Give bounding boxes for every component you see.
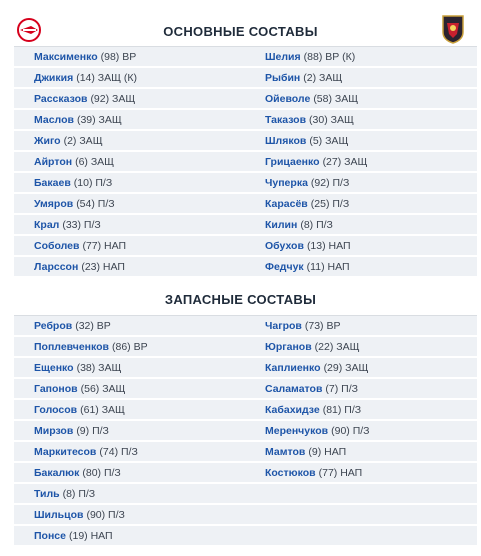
- player-row: [14, 110, 246, 131]
- player-name-link[interactable]: Бакалюк: [34, 466, 80, 479]
- player-number-position: (23) НАП: [81, 260, 125, 273]
- player-number-position: (2) ЗАЩ: [63, 134, 103, 147]
- player-name-link[interactable]: Саламатов: [265, 382, 323, 395]
- home-substitutes: [14, 315, 246, 547]
- player-row: [245, 68, 477, 89]
- player-number-position: (86) ВР: [112, 340, 148, 353]
- player-row: [245, 131, 477, 152]
- player-number-position: (30) ЗАЩ: [309, 113, 354, 126]
- player-row: [245, 316, 477, 337]
- player-name-link[interactable]: Ойеволе: [265, 92, 311, 105]
- player-row: [245, 215, 477, 236]
- player-row: [245, 89, 477, 110]
- player-number-position: (7) П/З: [325, 382, 358, 395]
- player-name-link[interactable]: Рыбин: [265, 71, 301, 84]
- player-row: [245, 442, 477, 463]
- player-number-position: (8) П/З: [62, 487, 96, 500]
- player-number-position: (56) ЗАЩ: [80, 382, 126, 395]
- player-name-link[interactable]: Крал: [34, 218, 60, 231]
- player-number-position: (27) ЗАЩ: [322, 155, 368, 168]
- player-number-position: (19) НАП: [68, 529, 113, 542]
- player-row: [14, 131, 246, 152]
- player-row: [14, 358, 246, 379]
- player-name-link[interactable]: Чагров: [265, 319, 302, 332]
- player-number-position: (9) П/З: [76, 424, 109, 437]
- player-name-link[interactable]: Максименко: [34, 50, 98, 63]
- player-number-position: (10) П/З: [73, 176, 113, 189]
- player-name-link[interactable]: Ребров: [34, 319, 73, 332]
- player-name-link[interactable]: Тиль: [34, 487, 60, 500]
- player-name-link[interactable]: Поплевченков: [34, 340, 109, 353]
- player-row: [14, 152, 246, 173]
- player-number-position: (74) П/З: [99, 445, 138, 458]
- player-number-position: (90) П/З: [86, 508, 125, 521]
- player-name-link[interactable]: Мамтов: [265, 445, 306, 458]
- player-row: [14, 379, 246, 400]
- player-row: [14, 526, 246, 547]
- player-row: [245, 337, 477, 358]
- player-name-link[interactable]: Грицаенко: [265, 155, 320, 168]
- player-row: [245, 236, 477, 257]
- player-name-link[interactable]: Шелия: [265, 50, 301, 63]
- player-number-position: (39) ЗАЩ: [76, 113, 122, 126]
- player-number-position: (29) ЗАЩ: [323, 361, 369, 374]
- player-row: [245, 421, 477, 442]
- player-row: [245, 194, 477, 215]
- player-name-link[interactable]: Ещенко: [34, 361, 74, 374]
- away-main-lineup: [245, 46, 477, 278]
- player-number-position: (98) ВР: [100, 50, 137, 63]
- home-main-lineup: [14, 46, 246, 278]
- player-number-position: (11) НАП: [306, 260, 350, 273]
- player-number-position: (13) НАП: [306, 239, 351, 252]
- player-name-link[interactable]: Карасёв: [265, 197, 308, 210]
- player-name-link[interactable]: Меренчуков: [265, 424, 329, 437]
- player-name-link[interactable]: Ларссон: [34, 260, 79, 273]
- player-row: [14, 442, 246, 463]
- player-row: [14, 505, 246, 526]
- player-row: [245, 400, 477, 421]
- player-name-link[interactable]: Умяров: [34, 197, 74, 210]
- player-row: [14, 236, 246, 257]
- player-row: [245, 257, 477, 278]
- player-number-position: (73) ВР: [304, 319, 341, 332]
- player-number-position: (22) ЗАЩ: [314, 340, 360, 353]
- player-number-position: (8) П/З: [300, 218, 333, 231]
- player-name-link[interactable]: Соболев: [34, 239, 80, 252]
- player-name-link[interactable]: Таказов: [265, 113, 307, 126]
- player-number-position: (77) НАП: [82, 239, 127, 252]
- player-number-position: (33) П/З: [62, 218, 101, 231]
- player-row: [14, 463, 246, 484]
- player-number-position: (61) ЗАЩ: [80, 403, 125, 416]
- empty-row: [245, 484, 477, 505]
- player-row: [14, 421, 246, 442]
- away-substitutes: [245, 315, 477, 547]
- player-number-position: (88) ВР (К): [303, 50, 356, 63]
- main-lineups-title: ОСНОВНЫЕ СОСТАВЫ: [163, 24, 318, 39]
- empty-row: [245, 505, 477, 526]
- player-name-link[interactable]: Маслов: [34, 113, 74, 126]
- player-row: [245, 463, 477, 484]
- player-number-position: (5) ЗАЩ: [309, 134, 349, 147]
- player-name-link[interactable]: Айртон: [34, 155, 73, 168]
- player-row: [14, 194, 246, 215]
- player-name-link[interactable]: Чуперка: [265, 176, 308, 189]
- player-number-position: (38) ЗАЩ: [76, 361, 122, 374]
- player-row: [14, 215, 246, 236]
- player-name-link[interactable]: Понсе: [34, 529, 66, 542]
- player-name-link[interactable]: Шильцов: [34, 508, 84, 521]
- player-name-link[interactable]: Мирзов: [34, 424, 74, 437]
- player-row: [245, 152, 477, 173]
- player-row: [14, 47, 246, 68]
- player-row: [14, 484, 246, 505]
- player-number-position: (32) ВР: [75, 319, 111, 332]
- substitutes-title: ЗАПАСНЫЕ СОСТАВЫ: [164, 292, 317, 307]
- player-name-link[interactable]: Гапонов: [34, 382, 78, 395]
- player-name-link[interactable]: Обухов: [265, 239, 304, 252]
- player-number-position: (14) ЗАЩ (К): [76, 71, 138, 84]
- player-number-position: (80) П/З: [82, 466, 121, 479]
- player-number-position: (6) ЗАЩ: [75, 155, 115, 168]
- player-row: [245, 47, 477, 68]
- empty-row: [245, 526, 477, 547]
- player-name-link[interactable]: Голосов: [34, 403, 78, 416]
- player-row: [245, 379, 477, 400]
- player-name-link[interactable]: Каплиенко: [265, 361, 321, 374]
- player-name-link[interactable]: Костюков: [265, 466, 316, 479]
- player-number-position: (54) П/З: [76, 197, 115, 210]
- player-name-link[interactable]: Рассказов: [34, 92, 88, 105]
- player-number-position: (92) ЗАЩ: [90, 92, 136, 105]
- player-number-position: (92) П/З: [310, 176, 350, 189]
- player-name-link[interactable]: Килин: [265, 218, 298, 231]
- player-number-position: (25) П/З: [310, 197, 350, 210]
- player-number-position: (81) П/З: [322, 403, 362, 416]
- player-row: [14, 89, 246, 110]
- player-row: [14, 337, 246, 358]
- player-number-position: (9) НАП: [308, 445, 347, 458]
- player-row: [14, 257, 246, 278]
- player-name-link[interactable]: Маркитесов: [34, 445, 97, 458]
- player-row: [245, 358, 477, 379]
- player-name-link[interactable]: Бакаев: [34, 176, 71, 189]
- player-number-position: (90) П/З: [331, 424, 370, 437]
- player-name-link[interactable]: Федчук: [265, 260, 304, 273]
- player-row: [245, 110, 477, 131]
- player-name-link[interactable]: Жиго: [34, 134, 61, 147]
- player-row: [245, 173, 477, 194]
- player-name-link[interactable]: Шляков: [265, 134, 307, 147]
- player-number-position: (2) ЗАЩ: [303, 71, 343, 84]
- player-name-link[interactable]: Юрганов: [265, 340, 312, 353]
- player-name-link[interactable]: Джикия: [34, 71, 74, 84]
- player-name-link[interactable]: Кабахидзе: [265, 403, 320, 416]
- player-number-position: (58) ЗАЩ: [313, 92, 359, 105]
- player-row: [14, 400, 246, 421]
- player-row: [14, 68, 246, 89]
- player-row: [14, 316, 246, 337]
- player-number-position: (77) НАП: [318, 466, 363, 479]
- player-row: [14, 173, 246, 194]
